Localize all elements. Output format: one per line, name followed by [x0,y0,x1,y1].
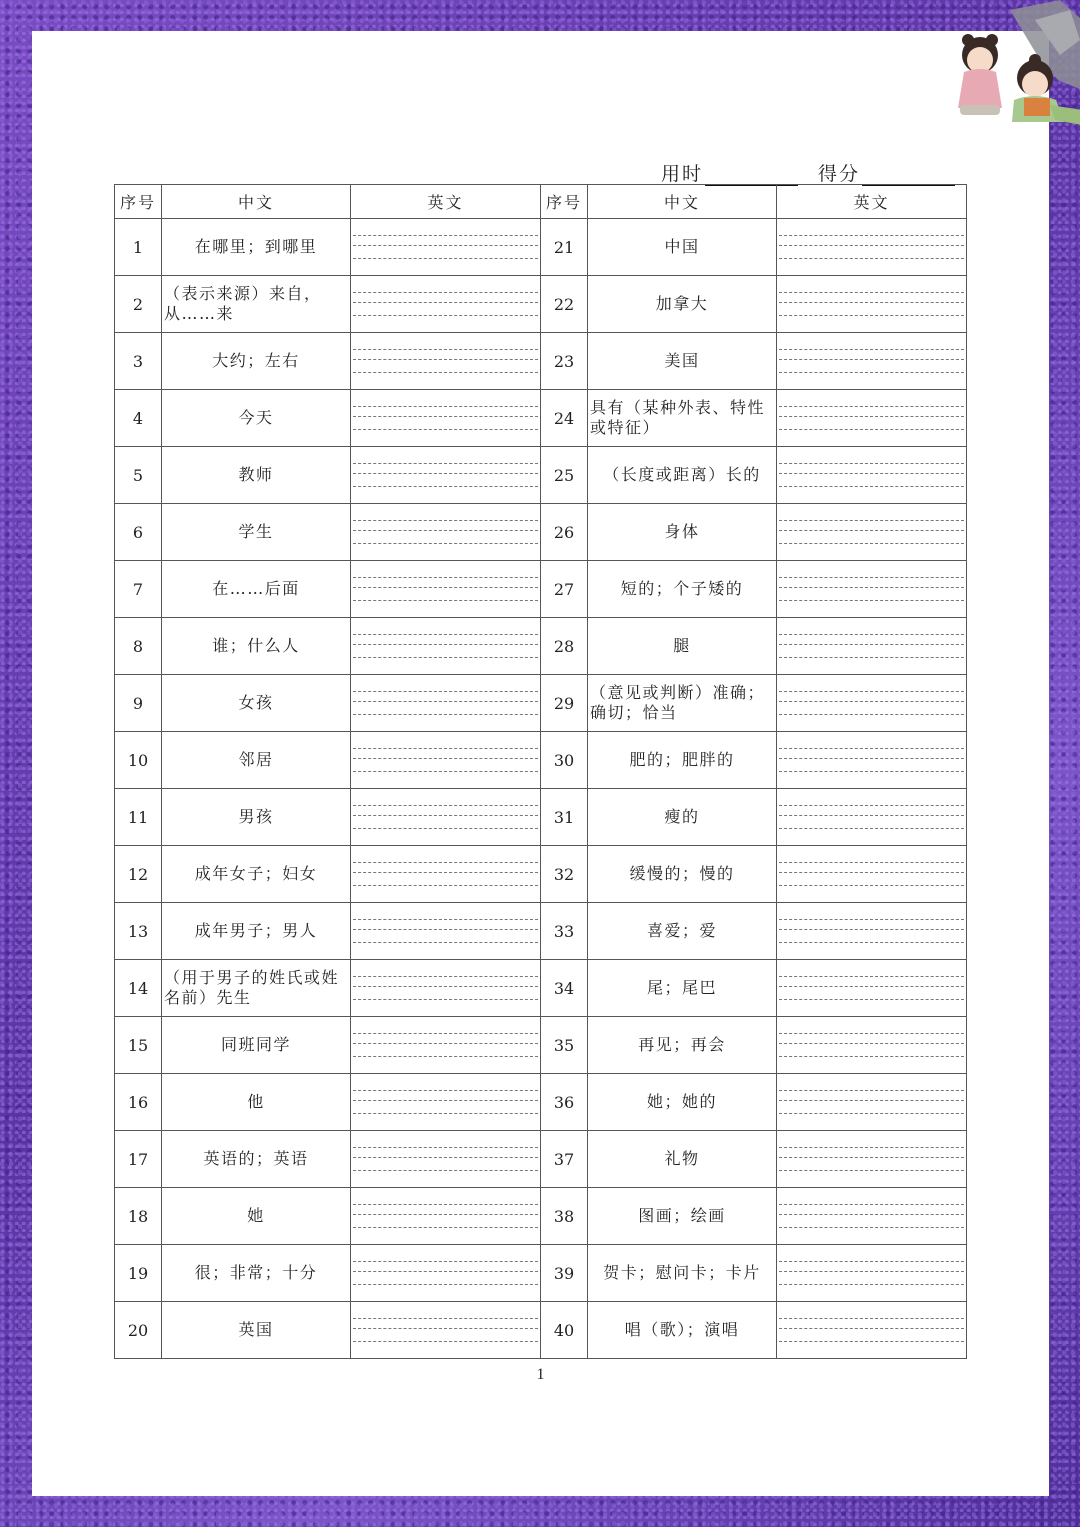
header-chinese-left: 中文 [162,185,351,219]
chinese-word-right: 美国 [588,333,777,390]
row-number-right: 26 [541,504,588,561]
row-number-right: 31 [541,789,588,846]
writing-lines[interactable] [779,463,964,487]
chinese-word-right: 腿 [588,618,777,675]
header-chinese-right: 中文 [588,185,777,219]
chinese-word-right: 她；她的 [588,1074,777,1131]
row-number-left: 7 [115,561,162,618]
writing-lines[interactable] [779,1090,964,1114]
chinese-word-right: 中国 [588,219,777,276]
english-answer-left[interactable] [351,903,541,960]
writing-lines[interactable] [779,1261,964,1285]
writing-lines[interactable] [779,1204,964,1228]
chinese-word-left: 英语的；英语 [162,1131,351,1188]
writing-lines[interactable] [353,292,538,316]
table-row [115,1188,967,1245]
chinese-word-right: 具有（某种外表、特性或特征） [588,390,777,447]
row-number-left: 17 [115,1131,162,1188]
english-answer-left[interactable] [351,1302,541,1359]
english-answer-right[interactable] [777,1017,967,1074]
english-answer-left[interactable] [351,390,541,447]
english-answer-right[interactable] [777,276,967,333]
row-number-right: 39 [541,1245,588,1302]
table-row [115,1131,967,1188]
row-number-left: 11 [115,789,162,846]
english-answer-right[interactable] [777,1188,967,1245]
writing-lines[interactable] [779,691,964,715]
row-number-right: 37 [541,1131,588,1188]
english-answer-left[interactable] [351,1131,541,1188]
chinese-word-right: （长度或距离）长的 [588,447,777,504]
row-number-left: 18 [115,1188,162,1245]
english-answer-left[interactable] [351,504,541,561]
row-number-right: 35 [541,1017,588,1074]
table-row [115,903,967,960]
chinese-word-left: 邻居 [162,732,351,789]
writing-lines[interactable] [353,577,538,601]
score-field[interactable] [818,159,955,186]
writing-lines[interactable] [353,919,538,943]
row-number-right: 34 [541,960,588,1017]
english-answer-right[interactable] [777,846,967,903]
row-number-right: 23 [541,333,588,390]
row-number-left: 14 [115,960,162,1017]
writing-lines[interactable] [353,691,538,715]
english-answer-left[interactable] [351,618,541,675]
header-number-right: 序号 [541,185,588,219]
writing-lines[interactable] [353,1090,538,1114]
english-answer-right[interactable] [777,789,967,846]
row-number-right: 30 [541,732,588,789]
writing-lines[interactable] [353,1033,538,1057]
english-answer-right[interactable] [777,1074,967,1131]
english-answer-right[interactable] [777,561,967,618]
table-row [115,504,967,561]
writing-lines[interactable] [353,1204,538,1228]
chinese-word-left: 同班同学 [162,1017,351,1074]
table-row [115,333,967,390]
chinese-word-left: （表示来源）来自，从……来 [162,276,351,333]
table-row [115,732,967,789]
english-answer-left[interactable] [351,561,541,618]
chinese-word-left: 大约；左右 [162,333,351,390]
english-answer-right[interactable] [777,447,967,504]
score-blank-line[interactable] [862,166,955,186]
chinese-word-left: （用于男子的姓氏或姓名前）先生 [162,960,351,1017]
chinese-word-right: 加拿大 [588,276,777,333]
worksheet-page [32,31,1049,1496]
writing-lines[interactable] [779,577,964,601]
english-answer-right[interactable] [777,504,967,561]
english-answer-left[interactable] [351,846,541,903]
table-row [115,390,967,447]
row-number-left: 15 [115,1017,162,1074]
row-number-right: 40 [541,1302,588,1359]
english-answer-left[interactable] [351,447,541,504]
row-number-left: 4 [115,390,162,447]
english-answer-right[interactable] [777,903,967,960]
english-answer-left[interactable] [351,333,541,390]
writing-lines[interactable] [779,520,964,544]
table-row [115,675,967,732]
writing-lines[interactable] [779,235,964,259]
english-answer-left[interactable] [351,789,541,846]
english-answer-right[interactable] [777,219,967,276]
row-number-left: 2 [115,276,162,333]
table-row [115,789,967,846]
english-answer-left[interactable] [351,675,541,732]
writing-lines[interactable] [779,1318,964,1342]
table-row [115,618,967,675]
writing-lines[interactable] [353,805,538,829]
chinese-word-right: 礼物 [588,1131,777,1188]
chinese-word-left: 她 [162,1188,351,1245]
table-row [115,960,967,1017]
writing-lines[interactable] [353,349,538,373]
writing-lines[interactable] [353,463,538,487]
writing-lines[interactable] [779,1147,964,1171]
vocabulary-table [114,184,967,1359]
writing-lines[interactable] [353,748,538,772]
table-row [115,219,967,276]
header-number-left: 序号 [115,185,162,219]
writing-lines[interactable] [353,1147,538,1171]
english-answer-right[interactable] [777,960,967,1017]
row-number-left: 12 [115,846,162,903]
english-answer-right[interactable] [777,390,967,447]
row-number-left: 8 [115,618,162,675]
writing-lines[interactable] [779,862,964,886]
row-number-left: 6 [115,504,162,561]
english-answer-right[interactable] [777,333,967,390]
writing-lines[interactable] [779,292,964,316]
english-answer-right[interactable] [777,1302,967,1359]
chinese-word-left: 女孩 [162,675,351,732]
score-label: 得分 [818,163,861,185]
row-number-right: 28 [541,618,588,675]
writing-lines[interactable] [779,406,964,430]
chinese-word-right: 身体 [588,504,777,561]
table-row [115,447,967,504]
table-header-row [115,185,967,219]
writing-lines[interactable] [353,235,538,259]
chinese-word-right: 肥的；肥胖的 [588,732,777,789]
row-number-left: 9 [115,675,162,732]
english-answer-left[interactable] [351,1245,541,1302]
chinese-word-right: 尾；尾巴 [588,960,777,1017]
table-row [115,1017,967,1074]
writing-lines[interactable] [353,862,538,886]
english-answer-left[interactable] [351,219,541,276]
chinese-word-right: 喜爱；爱 [588,903,777,960]
writing-lines[interactable] [779,349,964,373]
writing-lines[interactable] [779,1033,964,1057]
row-number-left: 10 [115,732,162,789]
writing-lines[interactable] [353,1318,538,1342]
writing-lines[interactable] [779,919,964,943]
time-blank-line[interactable] [705,166,798,186]
row-number-left: 20 [115,1302,162,1359]
row-number-right: 22 [541,276,588,333]
chinese-word-left: 在哪里；到哪里 [162,219,351,276]
english-answer-left[interactable] [351,276,541,333]
table-row [115,276,967,333]
row-number-right: 38 [541,1188,588,1245]
row-number-left: 13 [115,903,162,960]
row-number-right: 29 [541,675,588,732]
writing-lines[interactable] [779,805,964,829]
writing-lines[interactable] [353,976,538,1000]
row-number-right: 36 [541,1074,588,1131]
writing-lines[interactable] [353,406,538,430]
chinese-word-left: 谁；什么人 [162,618,351,675]
chinese-word-left: 教师 [162,447,351,504]
row-number-left: 19 [115,1245,162,1302]
english-answer-right[interactable] [777,1245,967,1302]
chinese-word-left: 他 [162,1074,351,1131]
chinese-word-left: 男孩 [162,789,351,846]
writing-lines[interactable] [779,748,964,772]
chinese-word-right: 短的；个子矮的 [588,561,777,618]
chinese-word-right: 再见；再会 [588,1017,777,1074]
english-answer-right[interactable] [777,618,967,675]
row-number-left: 3 [115,333,162,390]
row-number-right: 24 [541,390,588,447]
chinese-word-left: 在……后面 [162,561,351,618]
chinese-word-left: 学生 [162,504,351,561]
row-number-right: 21 [541,219,588,276]
writing-lines[interactable] [353,634,538,658]
english-answer-left[interactable] [351,1188,541,1245]
header-english-left: 英文 [351,185,541,219]
time-field[interactable] [661,159,798,186]
row-number-right: 25 [541,447,588,504]
english-answer-left[interactable] [351,732,541,789]
chinese-word-right: 唱（歌）；演唱 [588,1302,777,1359]
writing-lines[interactable] [353,1261,538,1285]
chinese-word-right: 瘦的 [588,789,777,846]
english-answer-left[interactable] [351,1017,541,1074]
table-row [115,561,967,618]
chinese-word-left: 成年女子；妇女 [162,846,351,903]
reading-children-illustration [940,0,1080,150]
table-row [115,846,967,903]
table-row [115,1245,967,1302]
chinese-word-left: 很；非常；十分 [162,1245,351,1302]
time-label: 用时 [661,163,704,185]
writing-lines[interactable] [779,976,964,1000]
table-row [115,1302,967,1359]
chinese-word-right: （意见或判断）准确；确切；恰当 [588,675,777,732]
worksheet-header [32,159,1049,185]
chinese-word-right: 图画；绘画 [588,1188,777,1245]
english-answer-left[interactable] [351,960,541,1017]
writing-lines[interactable] [353,520,538,544]
row-number-right: 32 [541,846,588,903]
chinese-word-right: 贺卡；慰问卡；卡片 [588,1245,777,1302]
row-number-right: 33 [541,903,588,960]
english-answer-right[interactable] [777,732,967,789]
row-number-left: 16 [115,1074,162,1131]
chinese-word-left: 英国 [162,1302,351,1359]
chinese-word-left: 成年男子；男人 [162,903,351,960]
writing-lines[interactable] [779,634,964,658]
chinese-word-right: 缓慢的；慢的 [588,846,777,903]
page-number: 1 [536,1366,545,1383]
chinese-word-left: 今天 [162,390,351,447]
english-answer-right[interactable] [777,1131,967,1188]
row-number-left: 1 [115,219,162,276]
header-english-right: 英文 [777,185,967,219]
row-number-right: 27 [541,561,588,618]
english-answer-left[interactable] [351,1074,541,1131]
row-number-left: 5 [115,447,162,504]
english-answer-right[interactable] [777,675,967,732]
table-row [115,1074,967,1131]
